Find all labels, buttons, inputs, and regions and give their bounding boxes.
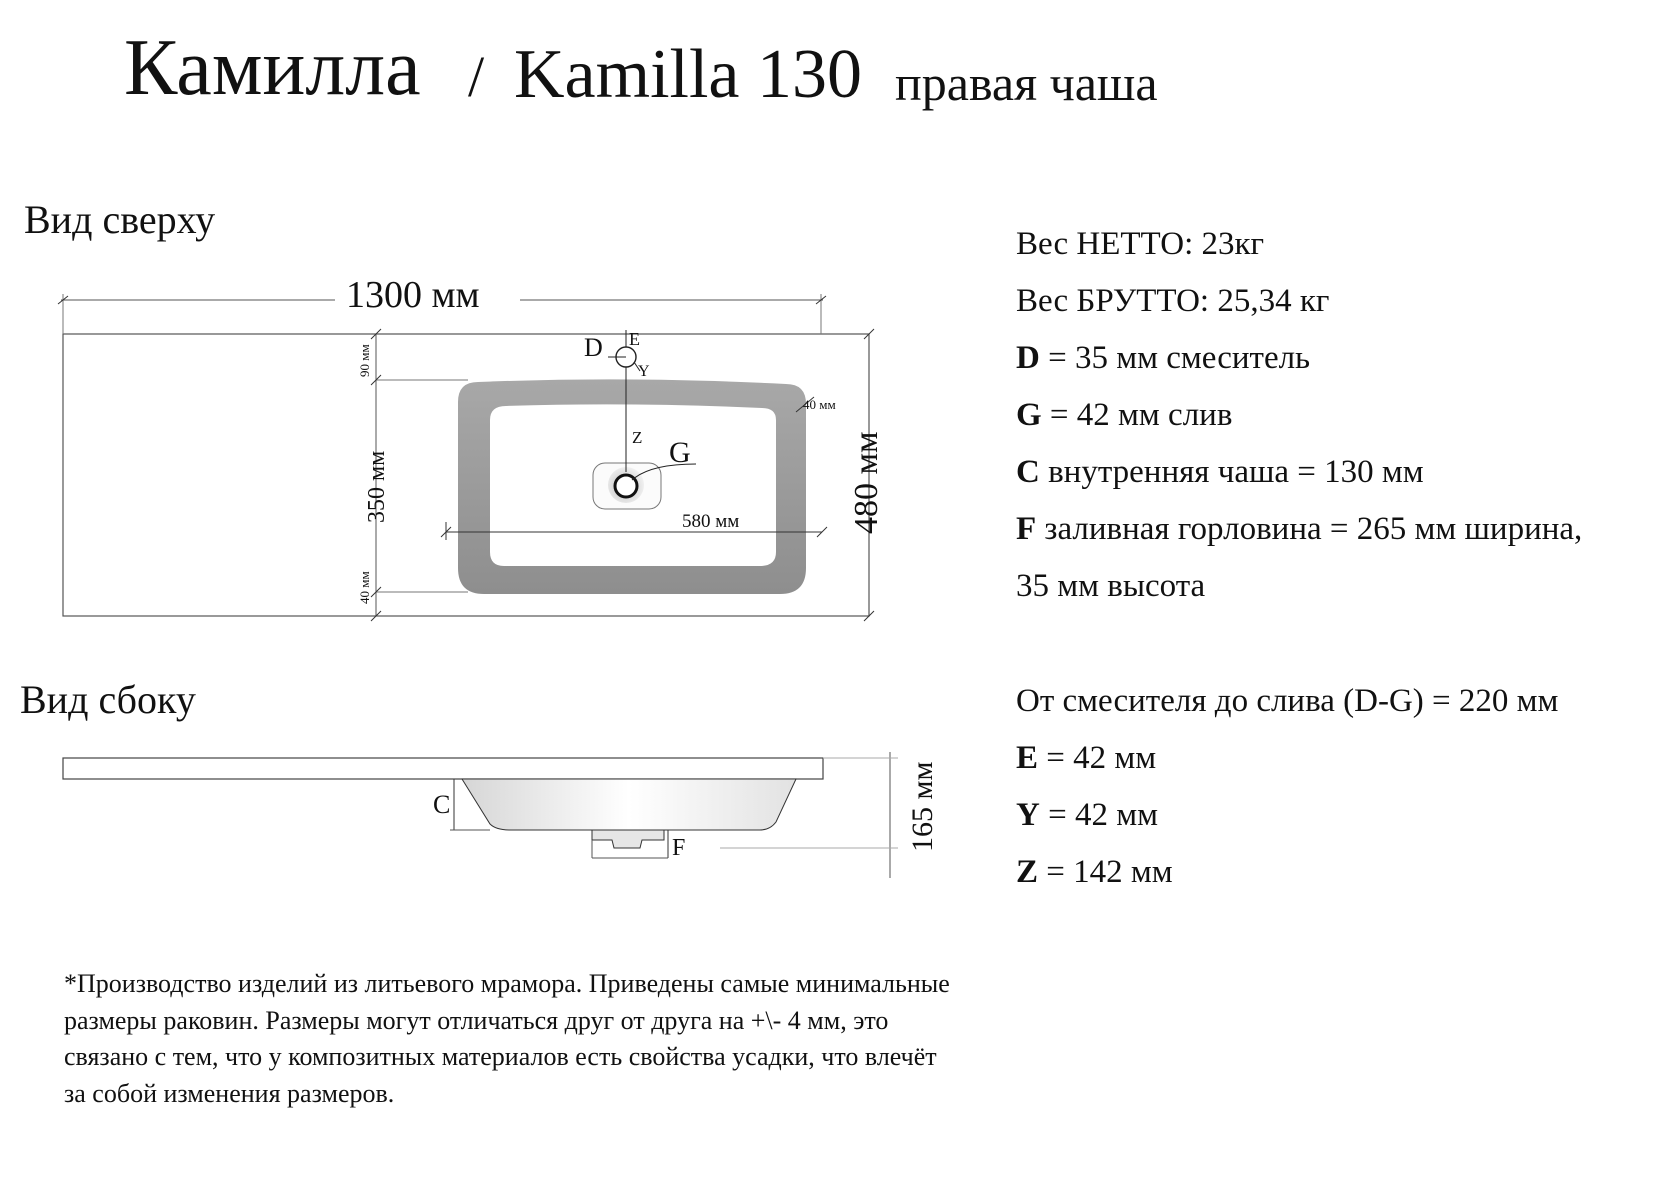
spec-weight-net: Вес НЕТТО: 23кг	[1016, 226, 1265, 262]
side-view	[63, 752, 898, 878]
side-height-dimension: 165 мм	[906, 761, 939, 852]
title-subtitle: правая чаша	[895, 55, 1158, 111]
spec-d: D = 35 мм смеситель	[1016, 340, 1311, 376]
label-e: E	[629, 329, 640, 349]
technical-drawing	[0, 0, 1000, 900]
spec-g: G = 42 мм слив	[1016, 397, 1233, 433]
label-z: Z	[632, 428, 643, 447]
top-view-label: Вид сверху	[24, 197, 216, 242]
specs-block-2	[1016, 685, 1558, 913]
back-margin-dimension: 90 мм	[357, 344, 372, 377]
depth-dimension: 480 мм	[848, 431, 885, 534]
specs-block	[1016, 228, 1582, 627]
label-f: F	[672, 835, 686, 861]
title-ru: Камилла	[124, 24, 421, 112]
side-slab	[63, 758, 823, 779]
spec-f: F заливная горловина = 265 мм ширина,	[1016, 511, 1583, 547]
title-en: Kamilla 130	[514, 36, 862, 113]
spec-f-height: 35 мм высота	[1016, 568, 1206, 604]
bowl-width-dimension: 580 мм	[682, 511, 740, 532]
spec-y: Y = 42 мм	[1016, 797, 1158, 833]
label-y: Y	[638, 363, 650, 380]
spec-c: C внутренняя чаша = 130 мм	[1016, 454, 1424, 490]
side-view-label: Вид сбоку	[20, 677, 196, 722]
bowl-depth-dimension: 350 мм	[364, 450, 390, 523]
width-dimension: 1300 мм	[346, 274, 480, 316]
top-view	[58, 294, 874, 621]
label-c: C	[433, 790, 451, 819]
side-drain	[592, 830, 664, 848]
front-margin-dimension: 40 мм	[357, 571, 372, 604]
spec-e: E = 42 мм	[1016, 740, 1157, 776]
spec-d-g: От смесителя до слива (D-G) = 220 мм	[1016, 683, 1559, 719]
spec-weight-gross: Вес БРУТТО: 25,34 кг	[1016, 283, 1330, 319]
title-slash: /	[468, 44, 485, 109]
side-bowl	[462, 779, 796, 830]
footnote: *Производство изделий из литьевого мрамора. Приведены самые минимальные размеры раковин. Размеры могут отличаться друг от друга на +\- 4 мм, это связано с тем, что у композитных материалов есть свойства усадки, что влечёт за собой изменения размеров.	[64, 969, 950, 1108]
side-margin-dimension: 40 мм	[803, 397, 836, 412]
spec-z: Z = 142 мм	[1016, 854, 1173, 890]
label-d: D	[584, 333, 603, 362]
label-g: G	[669, 436, 691, 469]
